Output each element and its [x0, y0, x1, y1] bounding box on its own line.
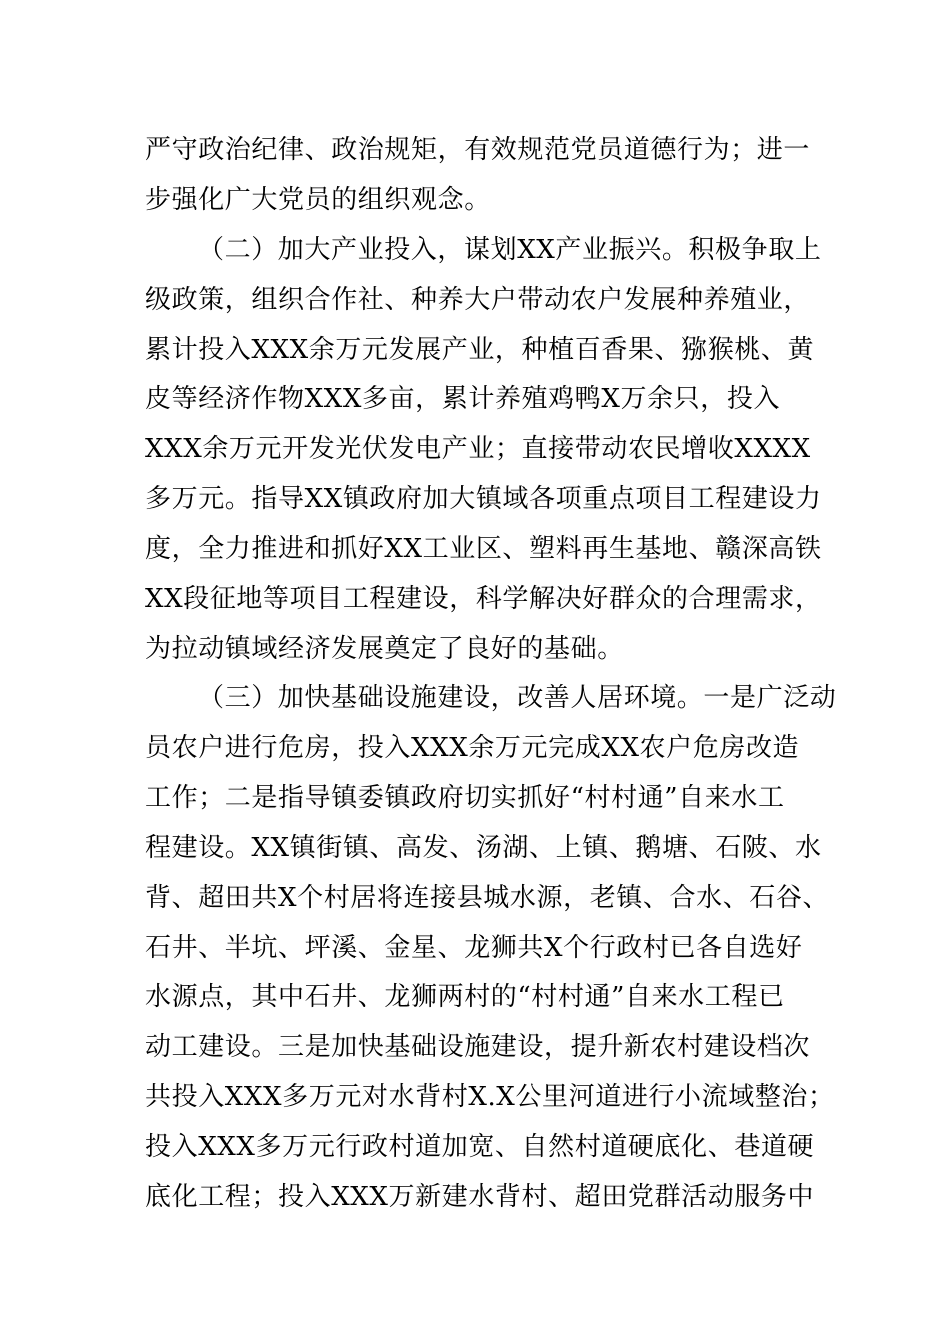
text-line: 工作；二是指导镇委镇政府切实抓好“村村通”自来水工 [145, 783, 785, 813]
text-line: 背、超田共X个村居将连接县城水源，老镇、合水、石谷、 [145, 883, 830, 913]
text-line: 动工建设。三是加快基础设施建设，提升新农村建设档次 [145, 1032, 811, 1062]
section-heading-line: （三）加快基础设施建设，改善人居环境。一是广泛动 [198, 683, 837, 713]
text-line: 为拉动镇域经济发展奠定了良好的基础。 [145, 634, 624, 664]
text-line: XX段征地等项目工程建设，科学解决好群众的合理需求， [145, 584, 822, 614]
text-line: 底化工程；投入XXX万新建水背村、超田党群活动服务中 [145, 1182, 815, 1212]
section-heading-line: （二）加大产业投入，谋划XX产业振兴。积极争取上 [198, 235, 822, 265]
text-line: 石井、半坑、坪溪、金星、龙狮共X个行政村已各自选好 [145, 933, 803, 963]
text-line: 水源点，其中石井、龙狮两村的“村村通”自来水工程已 [145, 982, 785, 1012]
text-line: 级政策，组织合作社、种养大户带动农户发展种养殖业， [145, 285, 811, 315]
text-line: 步强化广大党员的组织观念。 [145, 185, 491, 215]
text-line: 皮等经济作物XXX多亩，累计养殖鸡鸭X万余只，投入 [145, 384, 781, 414]
text-line: 多万元。指导XX镇政府加大镇域各项重点项目工程建设力 [145, 484, 822, 514]
text-line: 投入XXX多万元行政村道加宽、自然村道硬底化、巷道硬 [145, 1132, 815, 1162]
text-line: 员农户进行危房，投入XXX余万元完成XX农户危房改造 [145, 733, 800, 763]
text-line: 度，全力推进和抓好XX工业区、塑料再生基地、赣深高铁 [145, 534, 822, 564]
text-line: 程建设。XX镇街镇、高发、汤湖、上镇、鹅塘、石陂、水 [145, 833, 822, 863]
text-line: 累计投入XXX余万元发展产业，种植百香果、猕猴桃、黄 [145, 335, 815, 365]
text-line: 严守政治纪律、政治规矩，有效规范党员道德行为；进一 [145, 135, 811, 165]
text-line: XXX余万元开发光伏发电产业；直接带动农民增收XXXX [145, 434, 811, 464]
text-line: 共投入XXX多万元对水背村X.X公里河道进行小流域整治； [145, 1082, 835, 1112]
